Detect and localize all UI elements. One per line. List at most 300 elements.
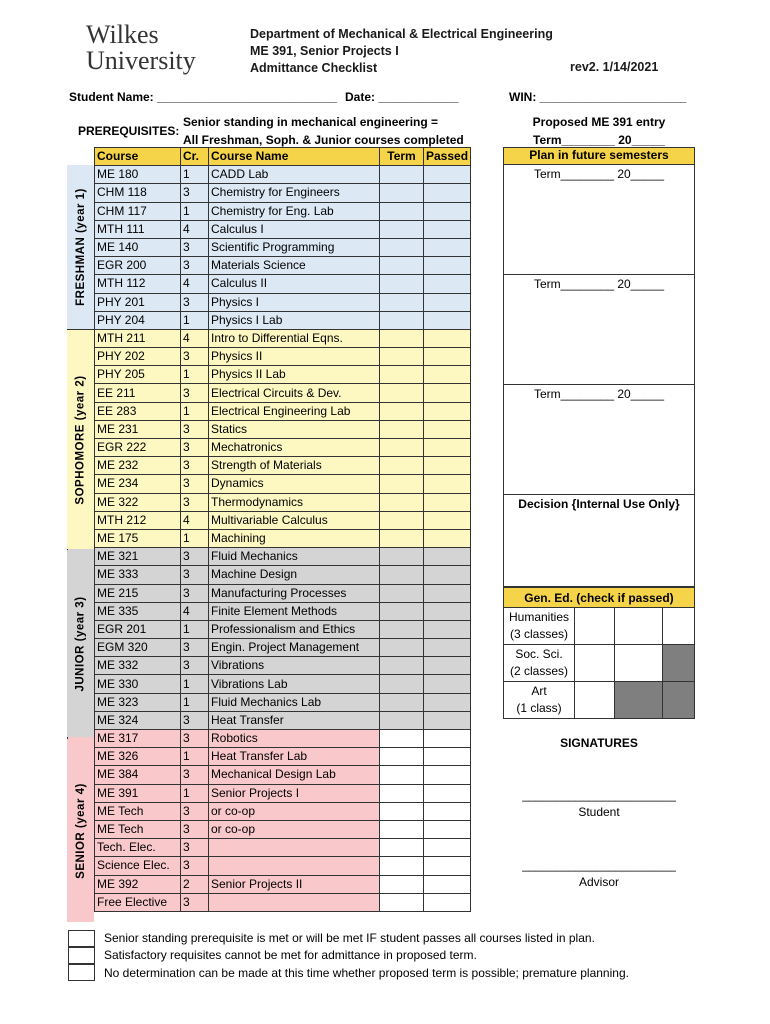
- plan-term-2: Term________ 20_____: [503, 275, 695, 385]
- humanities-check-1[interactable]: [575, 608, 615, 645]
- course-code: MTH 111: [95, 220, 181, 238]
- credits: 4: [181, 220, 209, 238]
- credits: 1: [181, 311, 209, 329]
- passed-cell[interactable]: [424, 366, 471, 384]
- credits: 3: [181, 730, 209, 748]
- term-cell[interactable]: [380, 730, 424, 748]
- course-code: EGM 320: [95, 639, 181, 657]
- table-row: [68, 257, 471, 275]
- year-label-junior: JUNIOR (year 3): [67, 550, 94, 737]
- passed-cell[interactable]: [424, 220, 471, 238]
- passed-cell[interactable]: [424, 602, 471, 620]
- term-cell[interactable]: [380, 784, 424, 802]
- course-code: ME 180: [95, 166, 181, 184]
- plan-term-3: Term________ 20_____: [503, 385, 695, 495]
- course-code: EE 283: [95, 402, 181, 420]
- course-name: Heat Transfer Lab: [209, 748, 380, 766]
- course-name: Materials Science: [209, 257, 380, 275]
- course-code: Free Elective: [95, 893, 181, 911]
- course-code: ME 175: [95, 529, 181, 547]
- art-shaded-cell-1: [615, 682, 663, 719]
- course-name: Intro to Differential Eqns.: [209, 329, 380, 347]
- course-code: MTH 212: [95, 511, 181, 529]
- passed-cell[interactable]: [424, 257, 471, 275]
- credits: 3: [181, 857, 209, 875]
- table-row: [68, 548, 471, 566]
- course-code: ME 335: [95, 602, 181, 620]
- advisor-signature-label: Advisor: [578, 875, 619, 889]
- course-name: Physics II Lab: [209, 366, 380, 384]
- credits: 1: [181, 748, 209, 766]
- course-code: ME 384: [95, 766, 181, 784]
- passed-cell[interactable]: [424, 711, 471, 729]
- decision-box: Decision {Internal Use Only}: [503, 495, 695, 587]
- revision-label: rev2. 1/14/2021: [570, 60, 659, 74]
- course-name: Senior Projects I: [209, 784, 380, 802]
- table-row: [68, 366, 471, 384]
- course-name: Vibrations: [209, 657, 380, 675]
- credits: 3: [181, 238, 209, 256]
- passed-cell[interactable]: [424, 529, 471, 547]
- credits: 3: [181, 893, 209, 911]
- course-title: ME 391, Senior Projects I: [250, 44, 399, 58]
- term-cell[interactable]: [380, 820, 424, 838]
- credits: 4: [181, 329, 209, 347]
- course-name: Calculus I: [209, 220, 380, 238]
- term-cell[interactable]: [380, 602, 424, 620]
- credits: 1: [181, 402, 209, 420]
- passed-cell[interactable]: [424, 748, 471, 766]
- term-cell[interactable]: [380, 475, 424, 493]
- credits: 3: [181, 548, 209, 566]
- course-name: Finite Element Methods: [209, 602, 380, 620]
- table-row: [68, 893, 471, 911]
- term-cell[interactable]: [380, 693, 424, 711]
- course-name: Senior Projects II: [209, 875, 380, 893]
- credits: 3: [181, 420, 209, 438]
- term-cell[interactable]: [380, 711, 424, 729]
- credits: 3: [181, 493, 209, 511]
- table-row: [68, 238, 471, 256]
- course-code: ME 391: [95, 784, 181, 802]
- table-row: [68, 420, 471, 438]
- credits: 3: [181, 439, 209, 457]
- term-cell[interactable]: [380, 566, 424, 584]
- course-code: ME 215: [95, 584, 181, 602]
- term-cell[interactable]: [380, 457, 424, 475]
- term-cell[interactable]: [380, 202, 424, 220]
- passed-cell[interactable]: [424, 584, 471, 602]
- course-name: Electrical Engineering Lab: [209, 402, 380, 420]
- prerequisites-label: PREREQUISITES:: [78, 124, 180, 138]
- proposed-entry-term: Term________ 20_____: [533, 132, 665, 147]
- passed-cell[interactable]: [424, 802, 471, 820]
- table-row: [68, 639, 471, 657]
- table-row: [68, 311, 471, 329]
- table-row: [68, 511, 471, 529]
- legend-text-undetermined: No determination can be made at this time whether proposed term is possible; premature planning.: [104, 966, 629, 980]
- term-cell[interactable]: [380, 384, 424, 402]
- course-code: ME 321: [95, 548, 181, 566]
- course-name: Scientific Programming: [209, 238, 380, 256]
- passed-cell[interactable]: [424, 329, 471, 347]
- legend-box-not-met[interactable]: [68, 947, 95, 964]
- course-code: CHM 118: [95, 184, 181, 202]
- credits: 3: [181, 293, 209, 311]
- course-code: MTH 112: [95, 275, 181, 293]
- course-name: Mechanical Design Lab: [209, 766, 380, 784]
- course-name: Electrical Circuits & Dev.: [209, 384, 380, 402]
- credits: 1: [181, 366, 209, 384]
- passed-cell[interactable]: [424, 839, 471, 857]
- course-code: PHY 201: [95, 293, 181, 311]
- credits: 3: [181, 257, 209, 275]
- term-cell[interactable]: [380, 893, 424, 911]
- table-row: [68, 202, 471, 220]
- course-name: [209, 857, 380, 875]
- art-label: Art (1 class): [504, 682, 575, 719]
- term-cell[interactable]: [380, 766, 424, 784]
- table-row: [68, 439, 471, 457]
- student-signature-label: Student: [578, 805, 620, 819]
- term-cell[interactable]: [380, 366, 424, 384]
- course-name: or co-op: [209, 802, 380, 820]
- soc-sci-shaded-cell: [663, 645, 695, 682]
- course-name: Strength of Materials: [209, 457, 380, 475]
- header-term: Term: [380, 148, 424, 166]
- table-row: [68, 602, 471, 620]
- proposed-entry: [503, 114, 695, 149]
- credits: 1: [181, 620, 209, 638]
- course-code: ME 234: [95, 475, 181, 493]
- course-code: ME Tech: [95, 802, 181, 820]
- passed-cell[interactable]: [424, 311, 471, 329]
- term-cell[interactable]: [380, 275, 424, 293]
- table-row: [68, 802, 471, 820]
- course-name: Calculus II: [209, 275, 380, 293]
- senior-standing-line1: Senior standing in mechanical engineering =: [183, 115, 439, 129]
- passed-cell[interactable]: [424, 293, 471, 311]
- passed-cell[interactable]: [424, 184, 471, 202]
- credits: 3: [181, 184, 209, 202]
- course-code: ME 140: [95, 238, 181, 256]
- humanities-check-2[interactable]: [615, 608, 663, 645]
- year-label-freshman: FRESHMAN (year 1): [67, 165, 94, 329]
- header-passed: Passed: [424, 148, 471, 166]
- credits: 3: [181, 820, 209, 838]
- course-code: ME 322: [95, 493, 181, 511]
- course-code: ME Tech: [95, 820, 181, 838]
- art-check-1[interactable]: [575, 682, 615, 719]
- table-row: [68, 711, 471, 729]
- credits: 4: [181, 275, 209, 293]
- course-code: PHY 205: [95, 366, 181, 384]
- passed-cell[interactable]: [424, 402, 471, 420]
- term-cell[interactable]: [380, 639, 424, 657]
- passed-cell[interactable]: [424, 766, 471, 784]
- logo-line2: University: [86, 46, 196, 75]
- course-code: Science Elec.: [95, 857, 181, 875]
- passed-cell[interactable]: [424, 566, 471, 584]
- credits: 3: [181, 766, 209, 784]
- table-row: [68, 857, 471, 875]
- table-row: [68, 293, 471, 311]
- soc-sci-check-2[interactable]: [615, 645, 663, 682]
- table-row: [68, 748, 471, 766]
- term-cell[interactable]: [380, 439, 424, 457]
- legend-text-not-met: Satisfactory requisites cannot be met for admittance in proposed term.: [104, 948, 477, 962]
- humanities-check-3[interactable]: [663, 608, 695, 645]
- credits: 4: [181, 602, 209, 620]
- gen-ed-table: [503, 587, 695, 719]
- passed-cell[interactable]: [424, 202, 471, 220]
- course-code: Tech. Elec.: [95, 839, 181, 857]
- table-row: [68, 784, 471, 802]
- term-cell[interactable]: [380, 238, 424, 256]
- credits: 3: [181, 584, 209, 602]
- course-name: Fluid Mechanics: [209, 548, 380, 566]
- passed-cell[interactable]: [424, 275, 471, 293]
- gen-ed-title: Gen. Ed. (check if passed): [504, 588, 695, 608]
- passed-cell[interactable]: [424, 548, 471, 566]
- course-name: Manufacturing Processes: [209, 584, 380, 602]
- course-code: ME 231: [95, 420, 181, 438]
- passed-cell[interactable]: [424, 166, 471, 184]
- course-code: CHM 117: [95, 202, 181, 220]
- term-cell[interactable]: [380, 584, 424, 602]
- term-cell[interactable]: [380, 857, 424, 875]
- table-row: [68, 275, 471, 293]
- course-name: Chemistry for Engineers: [209, 184, 380, 202]
- passed-cell[interactable]: [424, 493, 471, 511]
- passed-cell[interactable]: [424, 384, 471, 402]
- term-cell[interactable]: [380, 548, 424, 566]
- term-cell[interactable]: [380, 402, 424, 420]
- course-name: Machining: [209, 529, 380, 547]
- course-name: CADD Lab: [209, 166, 380, 184]
- passed-cell[interactable]: [424, 784, 471, 802]
- passed-cell[interactable]: [424, 639, 471, 657]
- art-shaded-cell-2: [663, 682, 695, 719]
- term-cell[interactable]: [380, 839, 424, 857]
- date-field: Date: ____________: [345, 90, 459, 104]
- advisor-signature-line[interactable]: _______________________: [522, 858, 676, 872]
- table-row: [68, 166, 471, 184]
- course-name: Engin. Project Management: [209, 639, 380, 657]
- term-cell[interactable]: [380, 293, 424, 311]
- term-cell[interactable]: [380, 420, 424, 438]
- plan-header: Plan in future semesters: [503, 147, 695, 165]
- passed-cell[interactable]: [424, 657, 471, 675]
- course-code: ME 333: [95, 566, 181, 584]
- course-name: Vibrations Lab: [209, 675, 380, 693]
- table-row: [68, 730, 471, 748]
- credits: 1: [181, 529, 209, 547]
- course-name: [209, 839, 380, 857]
- course-name: Physics I: [209, 293, 380, 311]
- table-row: [68, 657, 471, 675]
- course-code: EGR 201: [95, 620, 181, 638]
- table-row: [68, 875, 471, 893]
- table-row: [68, 220, 471, 238]
- table-row: [68, 457, 471, 475]
- university-logo: [86, 22, 196, 74]
- credits: 3: [181, 639, 209, 657]
- year-label-sophomore: SOPHOMORE (year 2): [67, 330, 94, 549]
- term-cell[interactable]: [380, 166, 424, 184]
- course-code: EGR 222: [95, 439, 181, 457]
- table-row: [68, 384, 471, 402]
- course-name: Professionalism and Ethics: [209, 620, 380, 638]
- course-name: [209, 893, 380, 911]
- term-cell[interactable]: [380, 529, 424, 547]
- credits: 3: [181, 384, 209, 402]
- term-cell[interactable]: [380, 657, 424, 675]
- passed-cell[interactable]: [424, 675, 471, 693]
- table-row: [68, 820, 471, 838]
- course-code: ME 232: [95, 457, 181, 475]
- table-row: [68, 839, 471, 857]
- course-name: Multivariable Calculus: [209, 511, 380, 529]
- passed-cell[interactable]: [424, 420, 471, 438]
- legend-text-met: Senior standing prerequisite is met or will be met IF student passes all courses listed in plan.: [104, 931, 595, 945]
- course-code: ME 317: [95, 730, 181, 748]
- term-cell[interactable]: [380, 875, 424, 893]
- table-row: [68, 584, 471, 602]
- senior-standing-note: [183, 114, 464, 149]
- table-row: [68, 184, 471, 202]
- department-title: Department of Mechanical & Electrical Engineering: [250, 27, 553, 41]
- legend-box-undetermined[interactable]: [68, 964, 95, 981]
- table-row: [68, 693, 471, 711]
- passed-cell[interactable]: [424, 857, 471, 875]
- course-code: PHY 204: [95, 311, 181, 329]
- course-name: Physics I Lab: [209, 311, 380, 329]
- course-code: EE 211: [95, 384, 181, 402]
- term-cell[interactable]: [380, 184, 424, 202]
- course-name: Thermodynamics: [209, 493, 380, 511]
- header-course: Course: [95, 148, 181, 166]
- term-cell[interactable]: [380, 802, 424, 820]
- soc-sci-label: Soc. Sci. (2 classes): [504, 645, 575, 682]
- course-code: EGR 200: [95, 257, 181, 275]
- student-signature-line[interactable]: _______________________: [522, 788, 676, 802]
- course-code: ME 332: [95, 657, 181, 675]
- passed-cell[interactable]: [424, 475, 471, 493]
- table-row: [68, 675, 471, 693]
- course-table: [67, 147, 471, 912]
- logo-line1: Wilkes: [86, 20, 159, 49]
- course-code: PHY 202: [95, 348, 181, 366]
- credits: 1: [181, 202, 209, 220]
- passed-cell[interactable]: [424, 820, 471, 838]
- header-course-name: Course Name: [209, 148, 380, 166]
- credits: 1: [181, 784, 209, 802]
- course-name: Chemistry for Eng. Lab: [209, 202, 380, 220]
- passed-cell[interactable]: [424, 693, 471, 711]
- soc-sci-check-1[interactable]: [575, 645, 615, 682]
- term-cell[interactable]: [380, 257, 424, 275]
- table-row: [68, 402, 471, 420]
- course-name: Mechatronics: [209, 439, 380, 457]
- term-cell[interactable]: [380, 493, 424, 511]
- credits: 3: [181, 457, 209, 475]
- passed-cell[interactable]: [424, 238, 471, 256]
- credits: 3: [181, 348, 209, 366]
- course-name: Machine Design: [209, 566, 380, 584]
- credits: 4: [181, 511, 209, 529]
- term-cell[interactable]: [380, 348, 424, 366]
- course-name: or co-op: [209, 820, 380, 838]
- credits: 1: [181, 675, 209, 693]
- course-code: ME 323: [95, 693, 181, 711]
- term-cell[interactable]: [380, 511, 424, 529]
- term-cell[interactable]: [380, 675, 424, 693]
- credits: 3: [181, 839, 209, 857]
- table-row: [68, 529, 471, 547]
- term-cell[interactable]: [380, 329, 424, 347]
- credits: 3: [181, 657, 209, 675]
- table-row: [68, 493, 471, 511]
- course-code: ME 324: [95, 711, 181, 729]
- credits: 3: [181, 802, 209, 820]
- course-name: Statics: [209, 420, 380, 438]
- credits: 3: [181, 475, 209, 493]
- credits: 3: [181, 566, 209, 584]
- passed-cell[interactable]: [424, 457, 471, 475]
- passed-cell[interactable]: [424, 348, 471, 366]
- legend-box-met[interactable]: [68, 930, 95, 947]
- course-name: Heat Transfer: [209, 711, 380, 729]
- win-field: WIN: ______________________: [509, 90, 687, 104]
- term-cell[interactable]: [380, 620, 424, 638]
- term-cell[interactable]: [380, 311, 424, 329]
- course-code: ME 392: [95, 875, 181, 893]
- credits: 3: [181, 711, 209, 729]
- table-row: [68, 348, 471, 366]
- passed-cell[interactable]: [424, 893, 471, 911]
- table-row: [68, 329, 471, 347]
- document-header: [250, 26, 553, 77]
- course-code: ME 326: [95, 748, 181, 766]
- course-code: ME 330: [95, 675, 181, 693]
- document-title: Admittance Checklist: [250, 61, 378, 75]
- proposed-entry-label: Proposed ME 391 entry: [532, 115, 666, 129]
- student-name-field: Student Name: ___________________________: [69, 90, 338, 104]
- course-code: MTH 211: [95, 329, 181, 347]
- credits: 2: [181, 875, 209, 893]
- table-row: [68, 766, 471, 784]
- passed-cell[interactable]: [424, 730, 471, 748]
- table-row: [68, 475, 471, 493]
- passed-cell[interactable]: [424, 620, 471, 638]
- credits: 1: [181, 693, 209, 711]
- senior-standing-line2: All Freshman, Soph. & Junior courses completed: [183, 132, 464, 147]
- credits: 1: [181, 166, 209, 184]
- term-cell[interactable]: [380, 748, 424, 766]
- signatures-heading: SIGNATURES: [560, 736, 638, 750]
- header-credits: Cr.: [181, 148, 209, 166]
- term-cell[interactable]: [380, 220, 424, 238]
- passed-cell[interactable]: [424, 875, 471, 893]
- humanities-label: Humanities (3 classes): [504, 608, 575, 645]
- table-header-row: [68, 148, 471, 166]
- passed-cell[interactable]: [424, 439, 471, 457]
- course-name: Physics II: [209, 348, 380, 366]
- table-row: [68, 620, 471, 638]
- passed-cell[interactable]: [424, 511, 471, 529]
- course-name: Fluid Mechanics Lab: [209, 693, 380, 711]
